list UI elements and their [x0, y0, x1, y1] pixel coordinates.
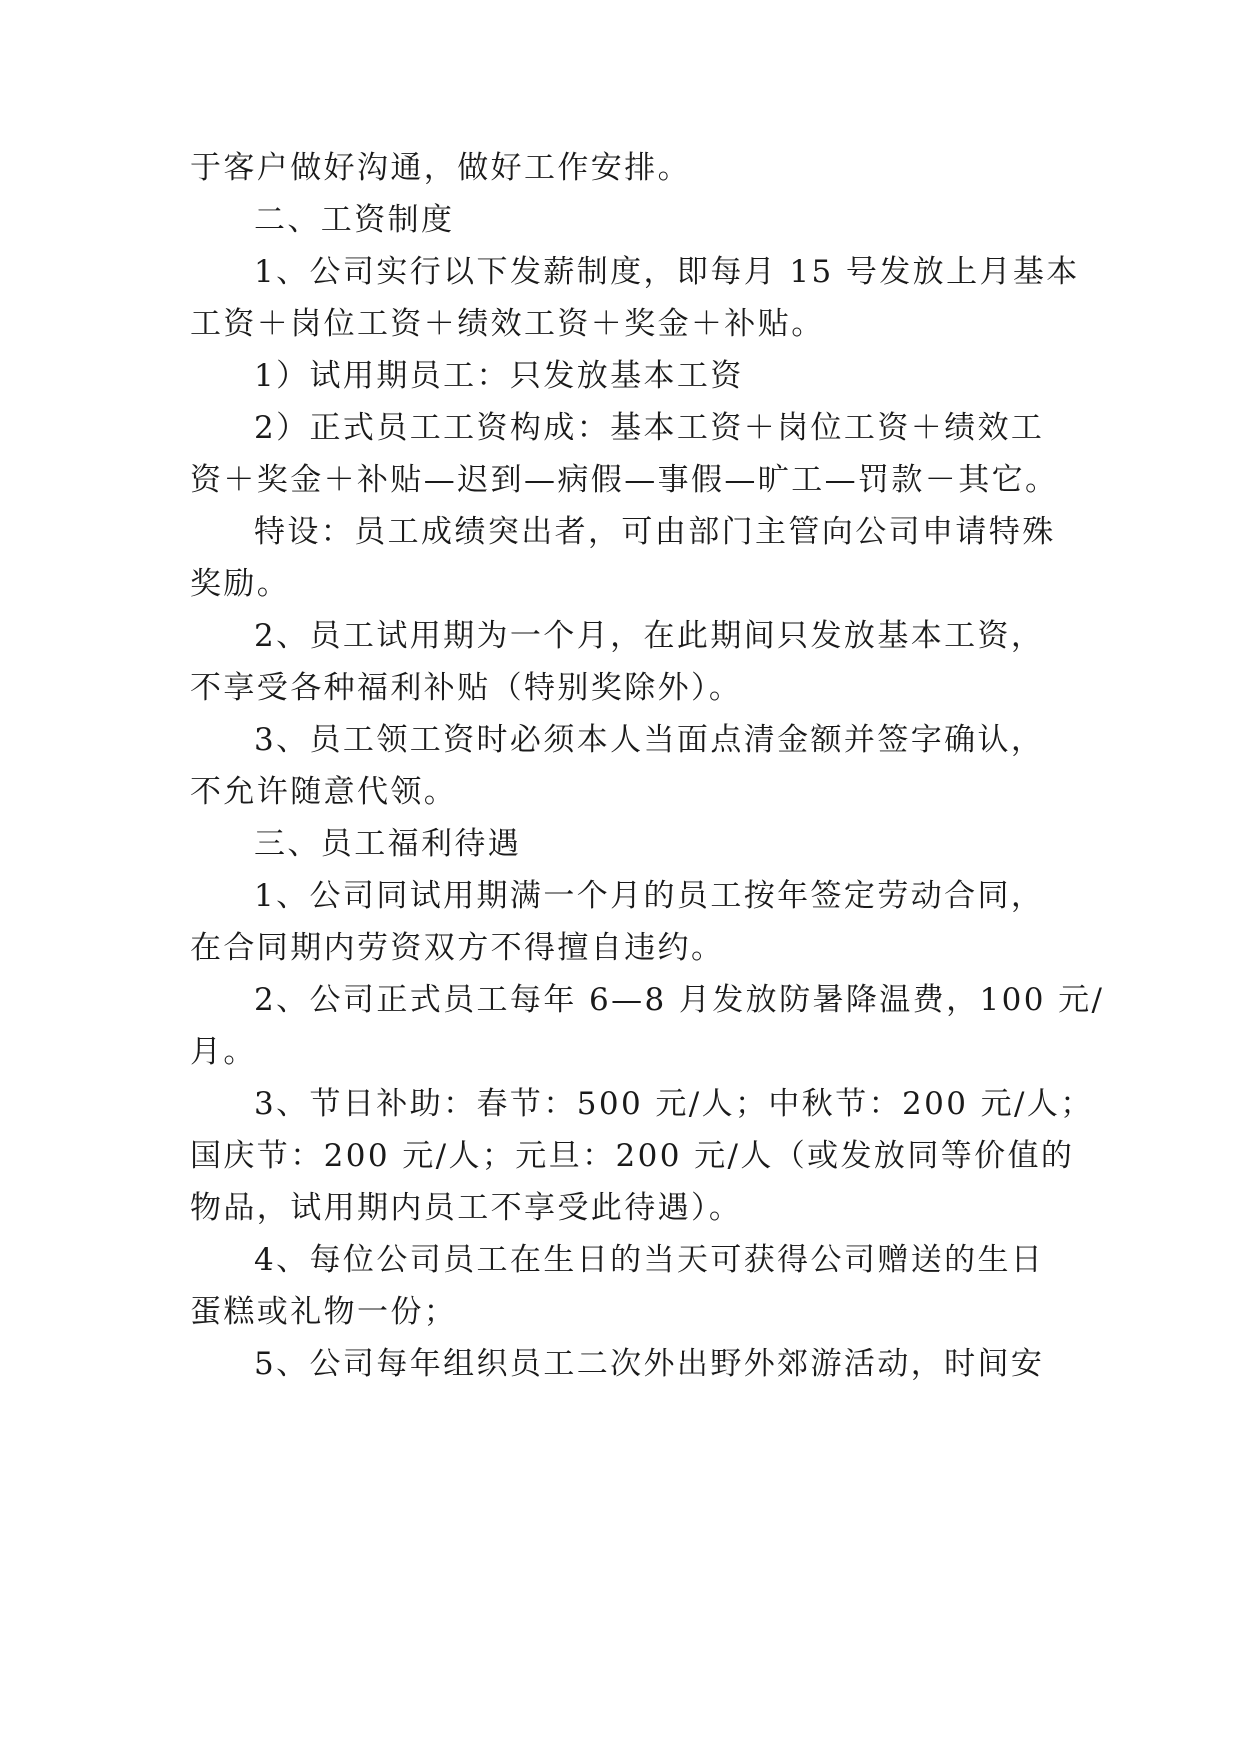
text-line: 1、公司实行以下发薪制度，即每月 15 号发放上月基本: [254, 254, 1080, 290]
text-line: 不允许随意代领。: [190, 774, 458, 810]
text-line: 蛋糕或礼物一份；: [190, 1294, 458, 1330]
text-line: 在合同期内劳资双方不得擅自违约。: [190, 930, 725, 966]
text-line: 月。: [190, 1034, 257, 1070]
text-line: 1）试用期员工：只发放基本工资: [254, 358, 744, 394]
text-line: 4、每位公司员工在生日的当天可获得公司赠送的生日: [254, 1242, 1045, 1278]
text-line: 2、公司正式员工每年 6—8 月发放防暑降温费，100 元/: [254, 982, 1105, 1018]
text-line: 资＋奖金＋补贴—迟到—病假—事假—旷工—罚款－其它。: [190, 462, 1059, 498]
text-line: 物品，试用期内员工不享受此待遇）。: [190, 1190, 743, 1226]
text-line: 于客户做好沟通，做好工作安排。: [190, 150, 691, 186]
text-line: 工资＋岗位工资＋绩效工资＋奖金＋补贴。: [190, 306, 825, 342]
text-line: 3、员工领工资时必须本人当面点清金额并签字确认，: [254, 722, 1045, 758]
text-line: 特设：员工成绩突出者，可由部门主管向公司申请特殊: [254, 514, 1056, 550]
text-line: 2、员工试用期为一个月，在此期间只发放基本工资，: [254, 618, 1045, 654]
text-line: 不享受各种福利补贴（特别奖除外）。: [190, 670, 743, 706]
text-line: 国庆节：200 元/人；元旦：200 元/人（或发放同等价值的: [190, 1138, 1075, 1174]
text-line: 奖励。: [190, 566, 291, 602]
text-line: 1、公司同试用期满一个月的员工按年签定劳动合同，: [254, 878, 1045, 914]
text-line: 2）正式员工工资构成：基本工资＋岗位工资＋绩效工: [254, 410, 1045, 446]
section-heading: 三、员工福利待遇: [254, 826, 522, 862]
section-heading: 二、工资制度: [254, 202, 455, 238]
text-line: 3、节日补助：春节：500 元/人；中秋节：200 元/人；: [254, 1086, 1094, 1122]
text-line: 5、公司每年组织员工二次外出野外郊游活动，时间安: [254, 1346, 1045, 1382]
